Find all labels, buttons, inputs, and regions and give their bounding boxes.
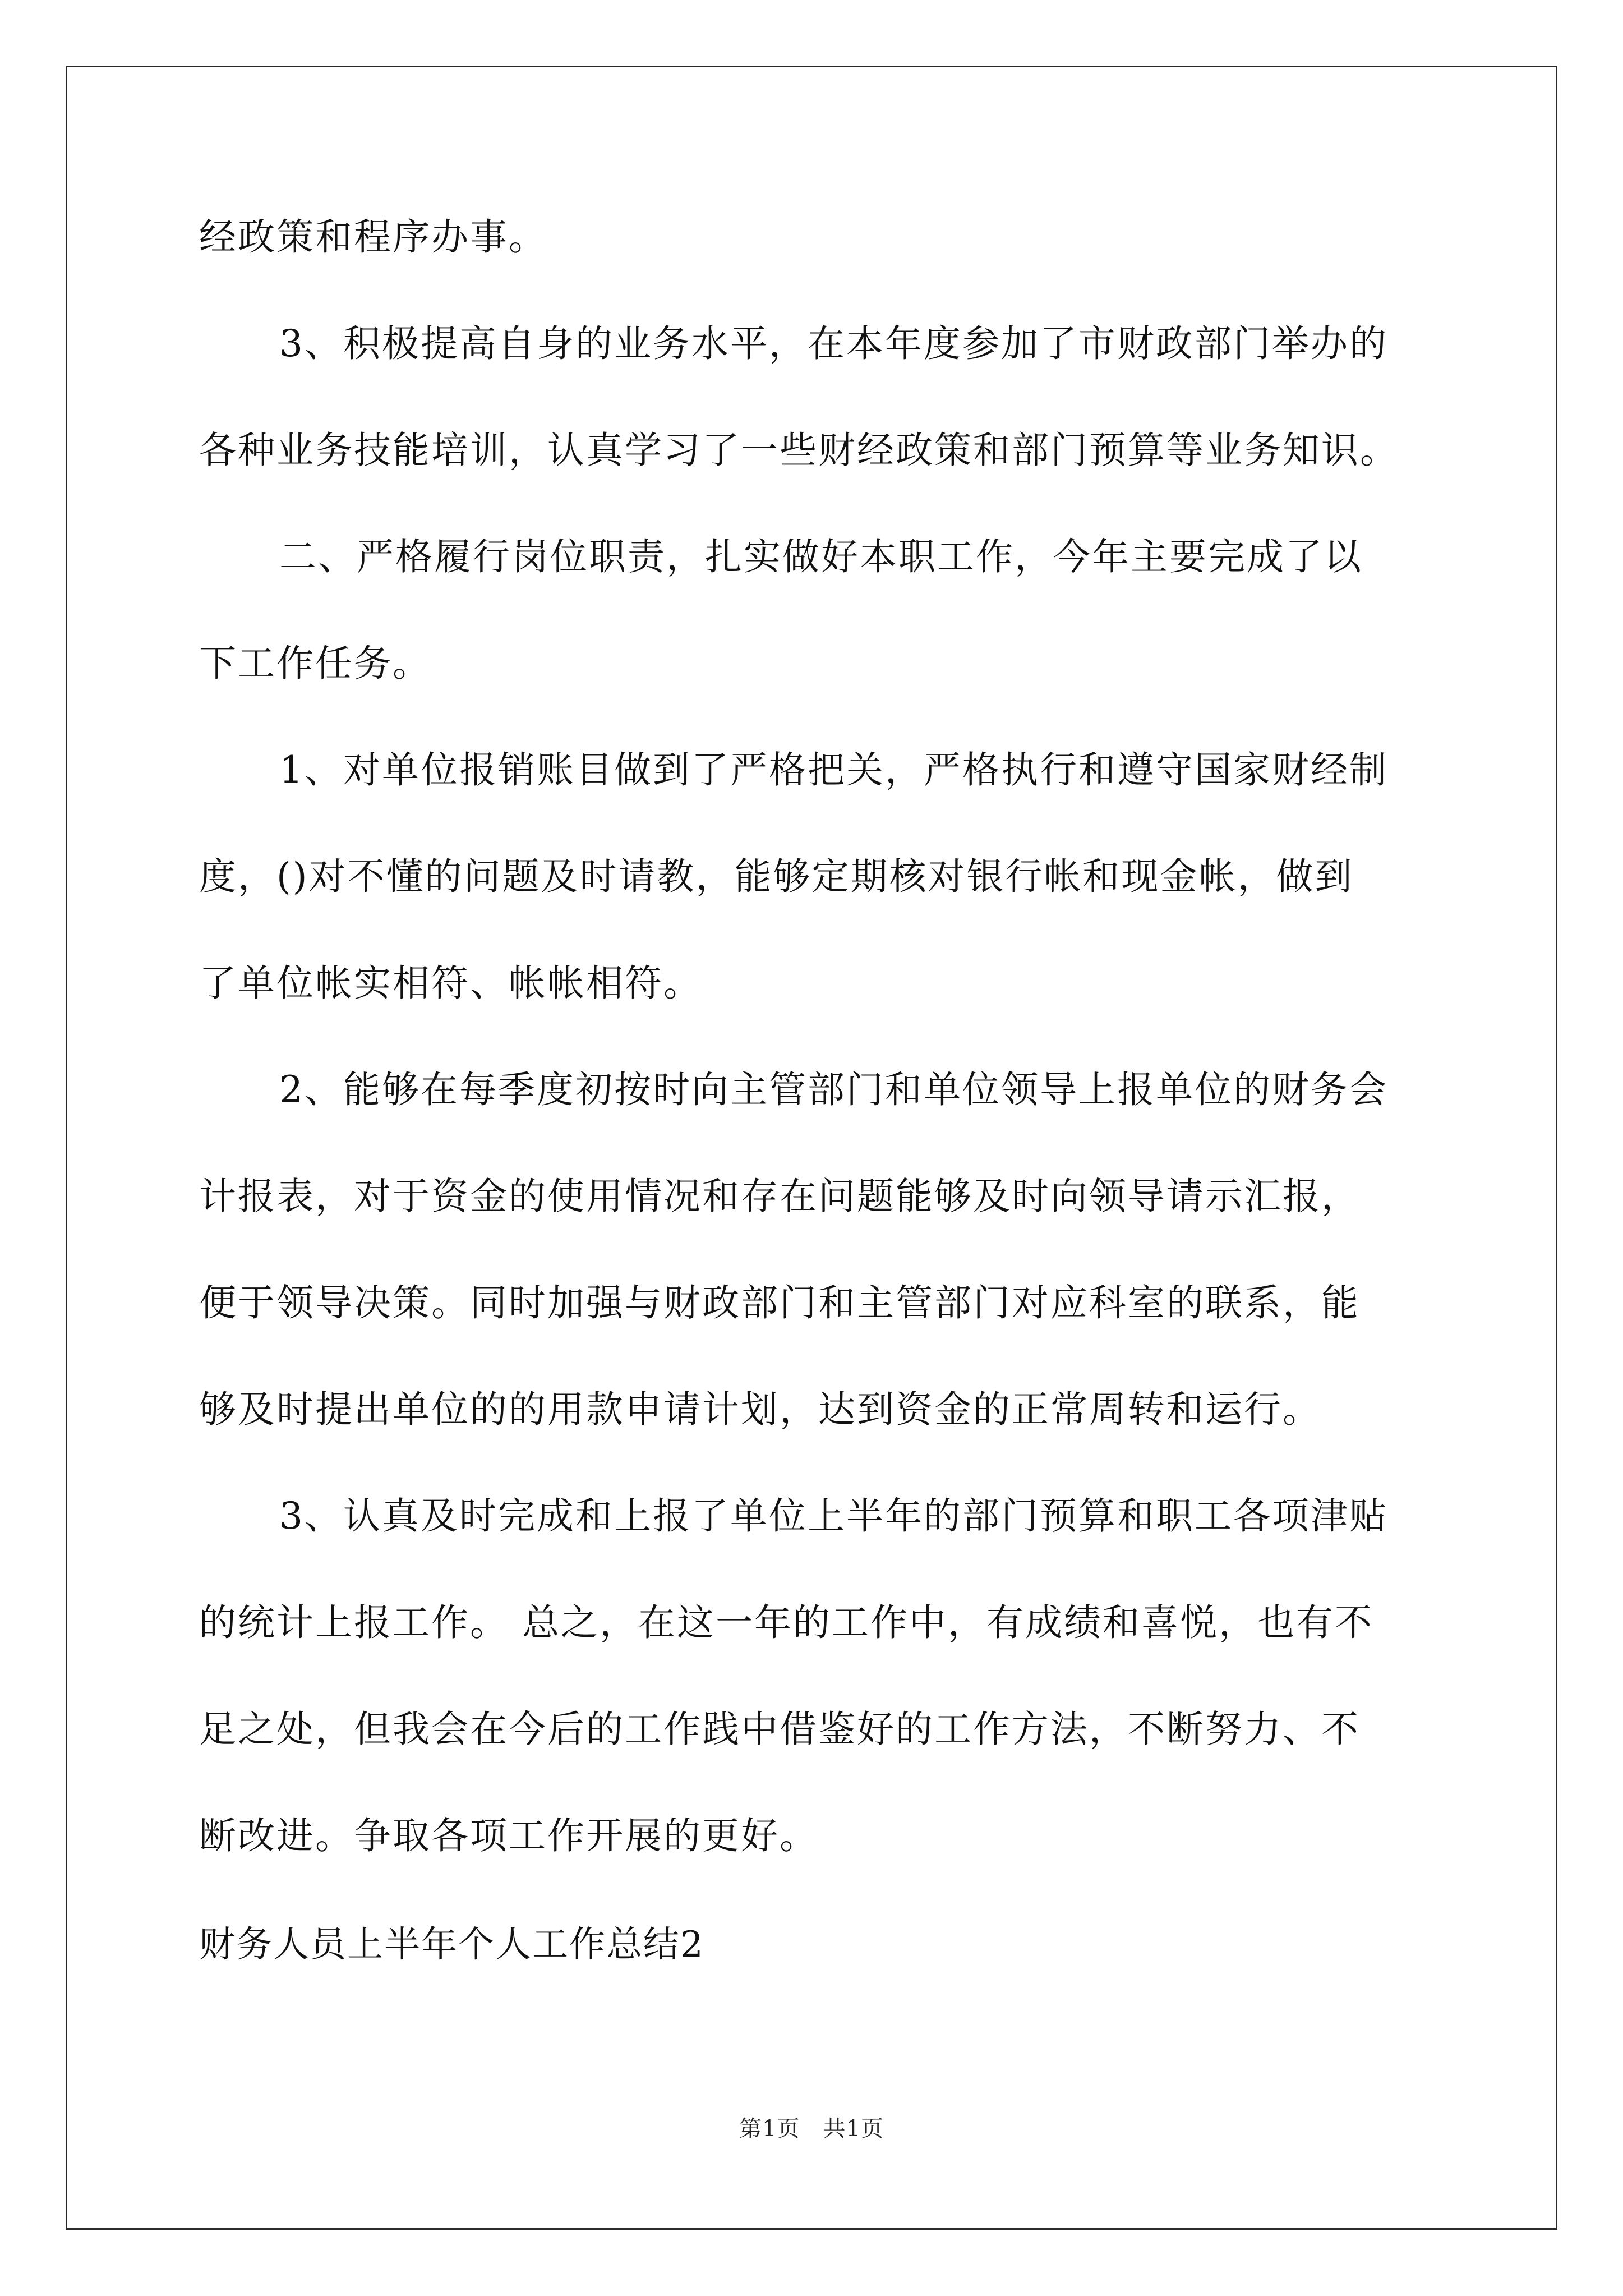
text-line: 2、能够在每季度初按时向主管部门和单位领导上报单位的财务会 — [279, 1068, 1388, 1111]
text-line: 1、对单位报销账目做到了严格把关，严格执行和遵守国家财经制 — [279, 748, 1388, 792]
text-line: 下工作任务。 — [199, 642, 431, 685]
text-line: 断改进。争取各项工作开展的更好。 — [199, 1814, 818, 1857]
text-line: 计报表，对于资金的使用情况和存在问题能够及时向领导请示汇报， — [199, 1175, 1360, 1218]
text-line: 足之处，但我会在今后的工作践中借鉴好的工作方法，不断努力、不 — [199, 1708, 1360, 1751]
text-line: 便于领导决策。同时加强与财政部门和主管部门对应科室的联系，能 — [199, 1281, 1360, 1324]
text-line: 经政策和程序办事。 — [199, 215, 547, 259]
text-line: 了单位帐实相符、帐帐相符。 — [199, 961, 702, 1005]
text-line: 二、严格履行岗位职责，扎实做好本职工作，今年主要完成了以 — [279, 535, 1363, 578]
text-line: 的统计上报工作。 总之，在这一年的工作中，有成绩和喜悦，也有不 — [199, 1601, 1373, 1644]
text-line: 3、积极提高自身的业务水平，在本年度参加了市财政部门举办的 — [279, 322, 1388, 365]
page-footer: 第1页 共1页 — [739, 2116, 884, 2142]
page-border — [66, 66, 1557, 2230]
text-line: 够及时提出单位的的用款申请计划，达到资金的正常周转和运行。 — [199, 1388, 1321, 1431]
text-line: 3、认真及时完成和上报了单位上半年的部门预算和职工各项津贴 — [279, 1494, 1388, 1538]
text-line: 各种业务技能培训，认真学习了一些财经政策和部门预算等业务知识。 — [199, 429, 1399, 472]
section-title: 财务人员上半年个人工作总结2 — [199, 1924, 704, 1966]
text-line: 度，()对不懂的问题及时请教，能够定期核对银行帐和现金帐，做到 — [199, 855, 1354, 898]
